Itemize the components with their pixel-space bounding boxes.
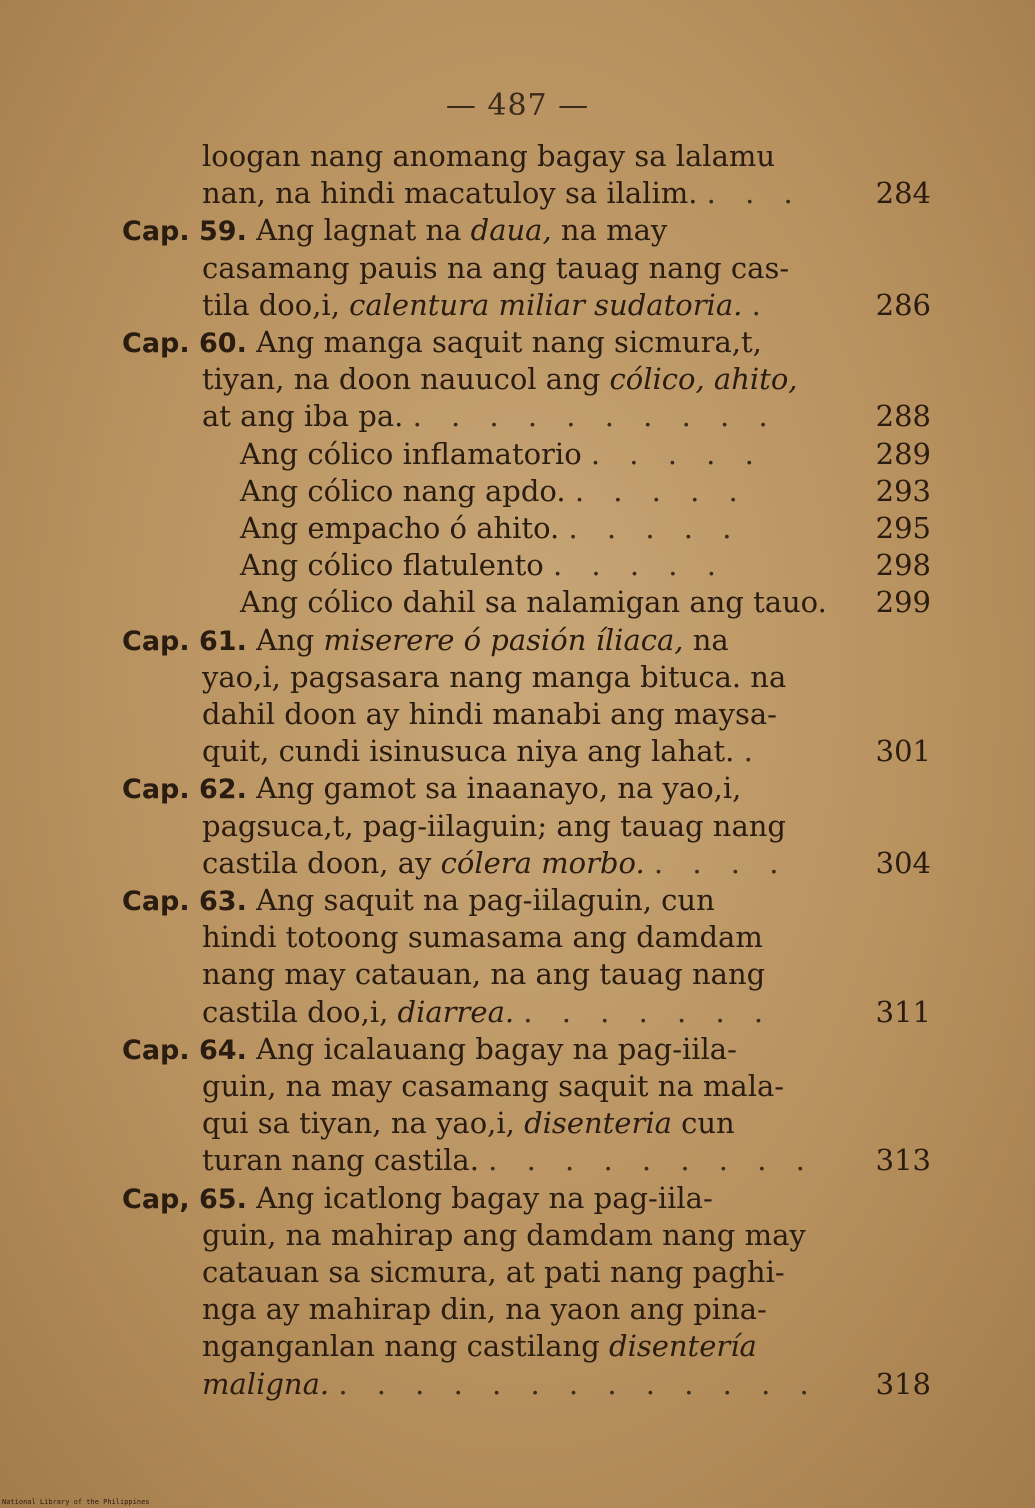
entry-text: nang may catauan, na ang tauag nang [202,957,766,992]
toc-line [240,584,850,621]
toc-line [202,994,850,1031]
entry-italic: diarrea. [397,994,515,1029]
entry-text: Ang saquit na pag-iilaguin, cun [256,883,715,917]
toc-line [202,361,850,398]
entry-text: nan, na hindi macatuloy sa ilalim. [202,176,698,211]
toc-line [202,1366,850,1403]
entry-text: nga ay mahirap din, na yaon ang pina- [202,1292,767,1327]
chapter-label: Cap. 59. [122,216,247,248]
entry-text: tiyan, na doon nauucol ang [202,362,601,397]
entry-text: nganganlan nang castilang [202,1329,600,1364]
toc-line [202,250,850,287]
entry-italic: daua, [470,213,552,248]
page-ref: 289 [875,436,931,471]
page-ref: 293 [875,473,931,508]
entry-text: castila doon, ay [202,845,432,880]
entry-text: yao,i, pagsasara nang manga bituca. na [202,659,787,694]
toc-line [202,138,850,175]
entry-text: na [692,622,729,657]
toc-line [240,510,850,547]
entry-text: Ang manga saquit nang sicmura,t, [256,325,762,359]
entry-text: Ang gamot sa inaanayo, na yao,i, [256,771,742,806]
leader-dots: . . . . . . . [523,994,774,1029]
toc-line [202,1254,850,1291]
toc-line [202,808,850,845]
toc-line [202,1328,850,1365]
entry-italic: cólera morbo. [440,845,645,880]
toc-line [122,770,850,807]
leader-dots: . [751,287,771,322]
leader-dots: . [743,734,763,769]
entry-text: Ang lagnat na [256,213,462,248]
entry-text: guin, na mahirap ang damdam nang may [202,1217,806,1252]
toc-line [240,547,850,584]
entry-text: hindi totoong sumasama ang damdam [202,920,763,955]
page-ref: 284 [875,176,931,211]
toc-line [202,659,850,696]
entry-italic: calentura miliar sudatoria. [349,287,743,322]
leader-dots: . . . . . [574,473,748,508]
leader-dots: . . . . . [552,548,726,583]
leader-dots: . . . . . . . . . . [412,399,778,434]
toc-line [202,1291,850,1328]
leader-dots: . . . . . . . . . . . . . [338,1366,819,1401]
page-ref: 301 [875,734,931,769]
entry-italic: maligna. [202,1366,330,1401]
entry-text: Ang icalauang bagay na pag-iila- [256,1031,737,1066]
entry-italic: disentería [609,1329,757,1364]
entry-text: Ang [256,622,315,657]
toc-line [202,1068,850,1105]
subentry-text: Ang empacho ó ahito. [240,511,560,545]
page-ref: 304 [875,845,931,880]
toc-line [122,1180,850,1217]
toc-line [202,1105,850,1142]
toc-line [122,1031,850,1068]
leader-dots: . . . . . [590,436,764,471]
entry-text: at ang iba pa. [202,399,404,434]
chapter-label: Cap. 61. [122,625,247,657]
leader-dots: . . . . . . . . . [488,1143,815,1178]
entry-text: tila doo,i, [202,287,340,322]
entry-italic: disenteria [524,1106,672,1141]
page-ref: 311 [875,994,931,1029]
entry-text: castila doo,i, [202,994,389,1029]
entry-text: casamang pauis na ang tauag nang cas- [202,250,790,285]
subentry-text: Ang cólico dahil sa nalamigan ang tauo. [240,585,827,620]
subentry-text: Ang cólico nang apdo. [240,473,566,508]
toc-line [202,733,850,770]
leader-dots: . . . [706,176,803,211]
chapter-label: Cap. 60. [122,328,247,359]
toc-line [122,212,850,249]
toc-line [202,1217,850,1254]
leader-dots: . . . . . [568,511,742,545]
entry-text: guin, na may casamang saquit na mala- [202,1069,785,1103]
toc-line [202,175,850,212]
subentry-text: Ang cólico inflamatorio [240,436,582,471]
toc-line [240,473,850,510]
toc-line [202,287,850,324]
page-ref: 295 [875,511,931,545]
entry-italic: miserere ó pasión íliaca, [323,622,684,657]
toc-line [202,696,850,733]
toc-line [202,1142,850,1179]
page-ref: 313 [875,1143,931,1178]
toc-line [122,324,850,361]
page-ref: 298 [875,548,931,583]
entry-text: qui sa tiyan, na yao,i, [202,1106,515,1141]
page-ref: 299 [875,585,931,620]
page-number: — 487 — [445,88,590,123]
library-watermark: National Library of the Philippines [2,1498,150,1506]
entry-text: na may [560,213,668,248]
entry-text: pagsuca,t, pag-iilaguin; ang tauag nang [202,808,786,843]
entry-text: catauan sa sicmura, at pati nang paghi- [202,1255,785,1289]
toc-line [122,622,850,659]
leader-dots: . . . . [653,845,789,880]
entry-text: cun [681,1106,735,1141]
toc-line [202,845,850,882]
toc-line [240,436,850,473]
chapter-label: Cap. 64. [122,1034,247,1066]
entry-text: loogan nang anomang bagay sa lalamu [202,139,776,173]
toc-line [202,919,850,956]
toc-line [122,882,850,919]
entry-text: Ang icatlong bagay na pag-iila- [256,1180,713,1215]
chapter-label: Cap. 62. [122,774,247,806]
chapter-label: Cap. 63. [122,886,247,917]
toc-line [202,398,850,435]
toc-line [202,956,850,993]
chapter-label: Cap, 65. [122,1183,247,1215]
page-ref: 286 [875,287,931,322]
entry-text: dahil doon ay hindi manabi ang maysa- [202,697,777,731]
page-ref: 318 [875,1366,931,1401]
entry-text: turan nang castila. [202,1143,479,1178]
entry-text: quit, cundi isinusuca niya ang lahat. [202,734,735,769]
subentry-text: Ang cólico flatulento [240,548,544,583]
entry-italic: cólico, ahito, [609,362,798,397]
page-ref: 288 [875,399,931,434]
